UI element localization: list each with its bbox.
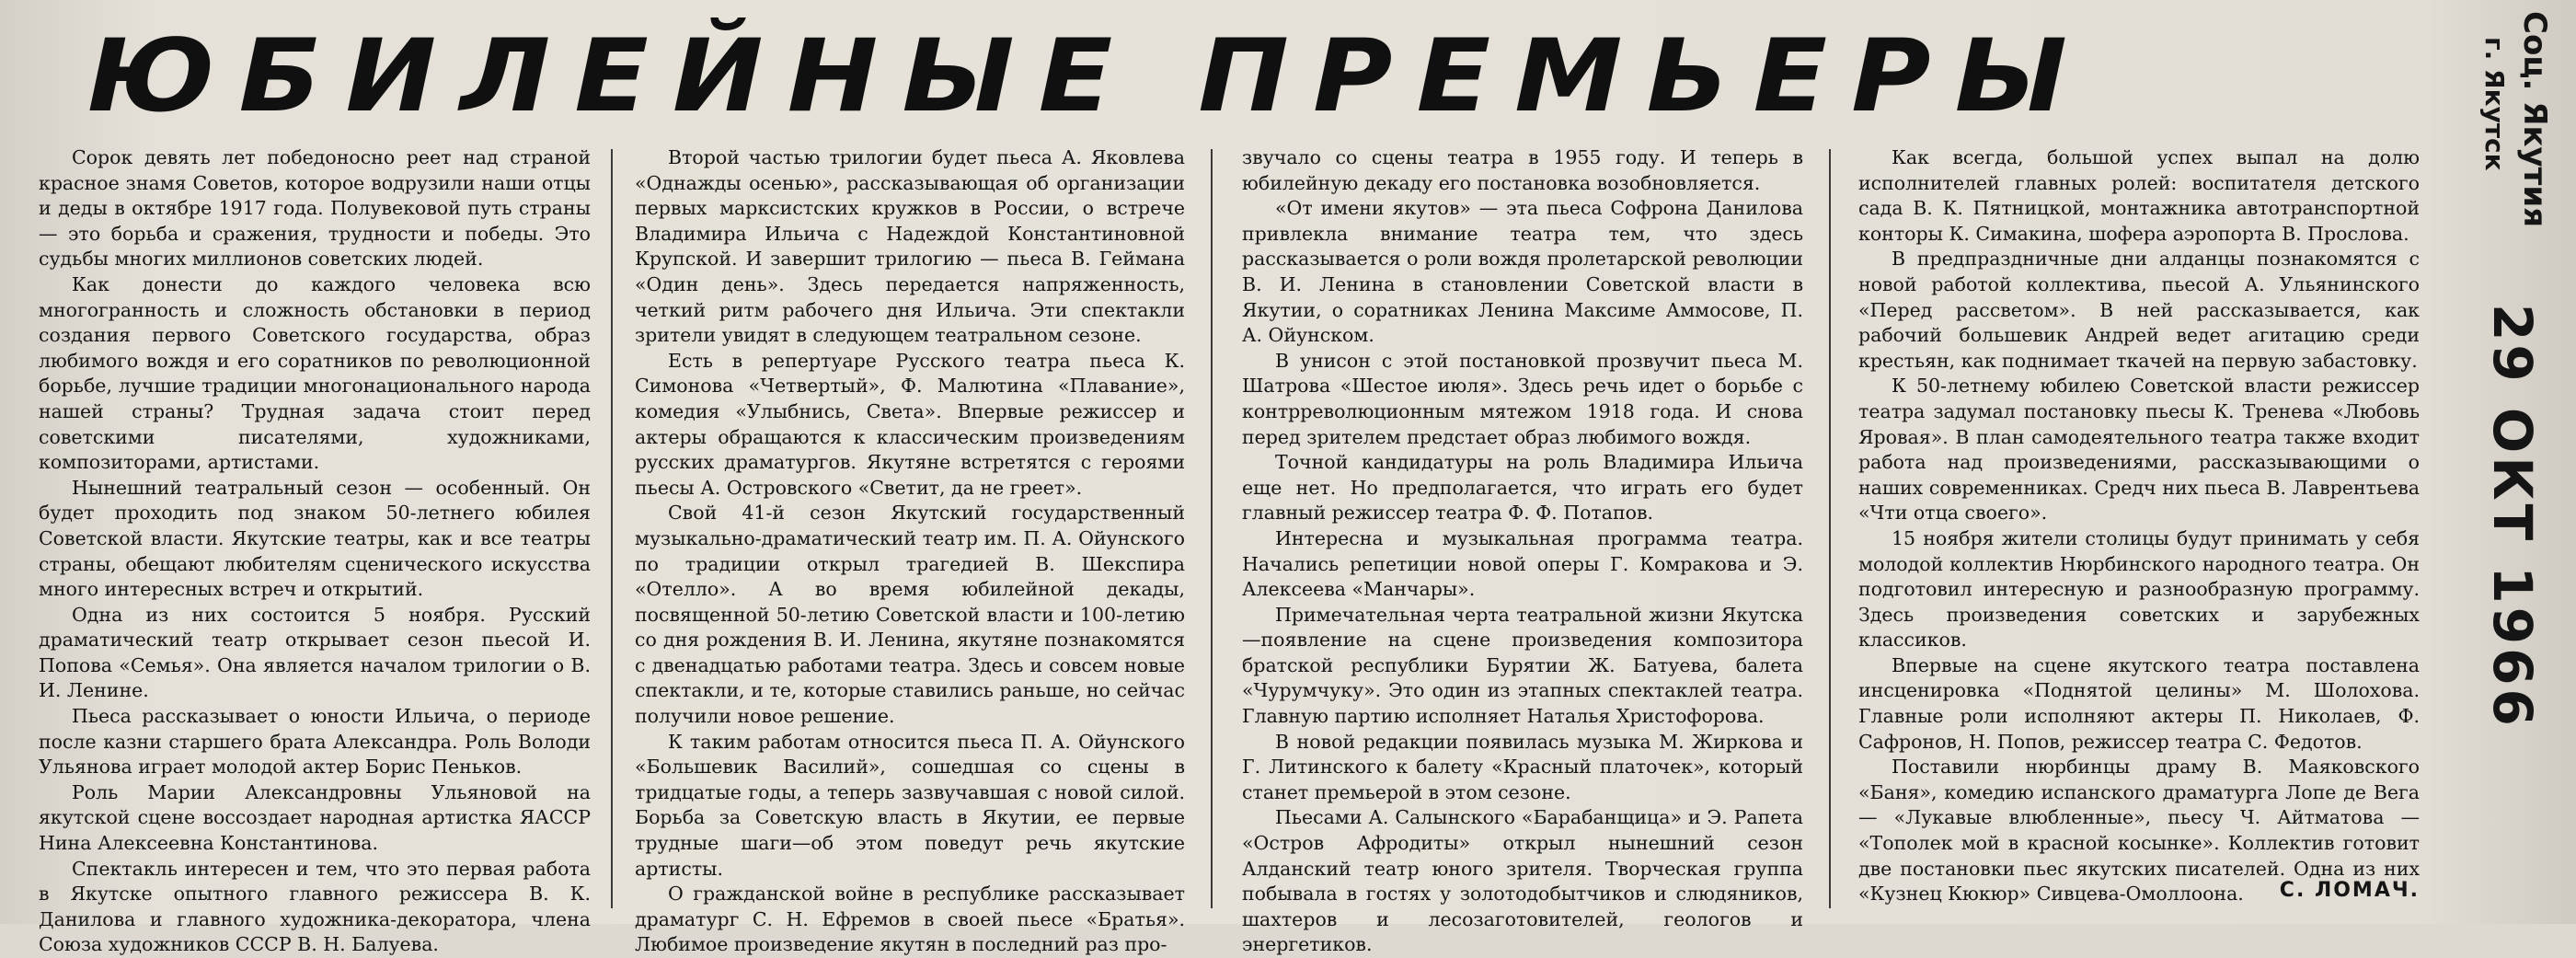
- paragraph: звучало со сцены театра в 1955 году. И теперь в юбилейную декаду его постановка возобновляется.: [1242, 146, 1803, 194]
- headline: ЮБИЛЕЙНЫЕ ПРЕМЬЕРЫ: [87, 17, 2091, 134]
- paragraph: Свой 41-й сезон Якутский государственный музыкально-драматический театр им. П. А. Ойунского по традиции открыл трагедией В. Шекспира «Отелло». А во время юбилейной декады, посвященной 50-летию Советской власти и 100-летию со дня рождения В. И. Ленина, якутяне познакомятся с двенадцатью работами театра. Здесь и совсем новые спектакли, и те, которые ставились раньше, но сейчас получили новое решение.: [635, 502, 1185, 728]
- paragraph: В унисон с этой постановкой прозвучит пьеса М. Шатрова «Шестое июля». Здесь речь идет о борьбе с контрреволюционным мятежом 1918 года. И снова перед зрителем предстает образ любимого вождя.: [1242, 349, 1803, 448]
- paragraph: В новой редакции появилась музыка М. Жиркова и Г. Литинского к балету «Красный платочек», который станет премьерой в этом сезоне.: [1242, 730, 1803, 803]
- paragraph: Поставили нюрбинцы драму В. Маяковского «Баня», комедию испанского драматурга Лопе де Вега — «Лукавые влюбленные», пьесу Ч. Айтматова — «Тополек мой в красной косынке». Коллектив готовит две постановки пьес якутских писателей. Одна из них «Кузнец Кюкюр» Сивцева-Омоллоона.: [1858, 756, 2420, 906]
- article-column-4: [1858, 145, 2420, 914]
- author-signature: С. ЛОМАЧ.: [2279, 879, 2420, 902]
- stamp-city: г. Якутск: [2479, 37, 2510, 171]
- paragraph: «От имени якутов» — эта пьеса Софрона Данилова привлекла внимание театра тем, что здесь рассказывается о роли вождя пролетарской революции В. И. Ленина в становлении Советской власти в Якутии, о соратниках Ленина Максиме Аммосове, П. А. Ойунском.: [1242, 197, 1803, 347]
- paragraph: Пьесами А. Салынского «Барабанщица» и Э. Рапета «Остров Афродиты» открыл нынешний сезон Алданский театр юного зрителя. Творческая группа побывала в гостях у золотодобытчиков и слюдяников, шахтеров и лесозаготовителей, геологов и энергетиков.: [1242, 806, 1803, 956]
- paragraph: Как всегда, большой успех выпал на долю исполнителей главных ролей: воспитателя детского сада В. К. Пятницкой, монтажника автотранспортной конторы К. Симакина, шофера аэропорта В. Прослова.: [1858, 146, 2420, 245]
- column-divider: [1211, 149, 1213, 908]
- paragraph: Нынешний театральный сезон — особенный. Он будет проходить под знаком 50-летнего юбилея Советской власти. Якутские театры, как и все театры страны, обещают любителям сценического искусства много интересных встреч и открытий.: [39, 476, 591, 601]
- paragraph: 15 ноября жители столицы будут принимать у себя молодой коллектив Нюрбинского народного театра. Он подготовил интересную и разнообразную программу. Здесь произведения советских и зарубежных классиков.: [1858, 526, 2420, 652]
- stamp-date: 29 ОКТ 1966: [2481, 304, 2544, 730]
- paragraph: В предпраздничные дни алданцы познакомятся с новой работой коллектива, пьесой А. Ульянинского «Перед рассветом». В ней рассказывается, как рабочий большевик Андрей ведет агитацию среди крестьян, как поднимает ткачей на первую забастовку.: [1858, 248, 2420, 372]
- paragraph: Интересна и музыкальная программа театра. Начались репетиции новой оперы Г. Комракова и Э. Алексеева «Манчары».: [1242, 526, 1803, 601]
- paragraph: К 50-летнему юбилею Советской власти режиссер театра задумал постановку пьесы К. Тренева «Любовь Яровая». В план самодеятельного театра также входит работа над произведениями, рассказывающими о наших современниках. Средч них пьеса В. Лаврентьева «Чти отца своего».: [1858, 375, 2420, 525]
- paragraph: Одна из них состоится 5 ноября. Русский драматический театр открывает сезон пьесой И. Попова «Семья». Она является началом трилогии о В. И. Ленине.: [39, 603, 591, 702]
- article-column-3: [1242, 145, 1803, 956]
- paragraph: К таким работам относится пьеса П. А. Ойунского «Большевик Василий», сошедшая со сцены в тридцатые годы, а теперь зазвучавшая с новой силой. Борьба за Советскую власть в Якутии, ее первые трудные шаги—об этом поведут речь якутские артисты.: [635, 730, 1185, 880]
- column-divider: [1829, 149, 1831, 908]
- stamp-source: Соц. Якутия: [2516, 11, 2553, 228]
- article-column-1: [39, 145, 591, 956]
- column-divider: [611, 149, 613, 908]
- paragraph: Пьеса рассказывает о юности Ильича, о периоде после казни старшего брата Александра. Роль Володи Ульянова играет молодой актер Борис Пеньков.: [39, 705, 591, 779]
- paragraph: Примечательная черта театральной жизни Якутска—появление на сцене произведения композитора братской республики Бурятии Ж. Батуева, балета «Чурумчуку». Это один из этапных спектаклей театра. Главную партию исполняет Наталья Христофорова.: [1242, 603, 1803, 728]
- article-column-2: [635, 145, 1185, 956]
- paragraph: Есть в репертуаре Русского театра пьеса К. Симонова «Четвертый», Ф. Малютина «Плавание», комедия «Улыбнись, Света». Впервые режиссер и актеры обращаются к классическим произведениям русских драматургов. Якутяне встретятся с героями пьесы А. Островского «Светит, да не греет».: [635, 349, 1185, 499]
- paragraph: О гражданской войне в республике рассказывает драматург С. Н. Ефремов в своей пьесе «Братья». Любимое произведение якутян в последний раз про-: [635, 883, 1185, 956]
- paragraph: Роль Марии Александровны Ульяновой на якутской сцене воссоздает народная артистка ЯАССР Нина Алексеевна Константинова.: [39, 780, 591, 855]
- paragraph: Сорок девять лет победоносно реет над страной красное знамя Советов, которое водрузили наши отцы и деды в октябре 1917 года. Полувековой путь страны — это борьба и сражения, трудности и победы. Это судьбы многих миллионов советских людей.: [39, 146, 591, 271]
- paragraph: Второй частью трилогии будет пьеса А. Яковлева «Однажды осенью», рассказывающая об организации первых марксистских кружков в России, о встрече Владимира Ильича с Надеждой Константиновной Крупской. И завершит трилогию — пьеса В. Геймана «Один день». Здесь передается напряженность, четкий ритм рабочего дня Ильича. Эти спектакли зрители увидят в следующем театральном сезоне.: [635, 146, 1185, 347]
- paragraph: Точной кандидатуры на роль Владимира Ильича еще нет. Но предполагается, что играть его будет главный режиссер театра Ф. Ф. Потапов.: [1242, 451, 1803, 525]
- paragraph: Как донести до каждого человека всю многогранность и сложность обстановки в период создания первого Советского государства, образ любимого вождя и его соратников по революционной борьбе, лучшие традиции многонационального народа нашей страны? Трудная задача стоит перед советскими писателями, художниками, композиторами, артистами.: [39, 272, 591, 474]
- paragraph: Впервые на сцене якутского театра поставлена инсценировка «Поднятой целины» М. Шолохова. Главные роли исполняют актеры П. Николаев, Ф. Сафронов, Н. Попов, режиссер театра С. Федотов.: [1858, 653, 2420, 753]
- paragraph: Спектакль интересен и тем, что это первая работа в Якутске опытного главного режиссера В. К. Данилова и главного художника-декоратора, члена Союза художников СССР В. Н. Балуева.: [39, 857, 591, 956]
